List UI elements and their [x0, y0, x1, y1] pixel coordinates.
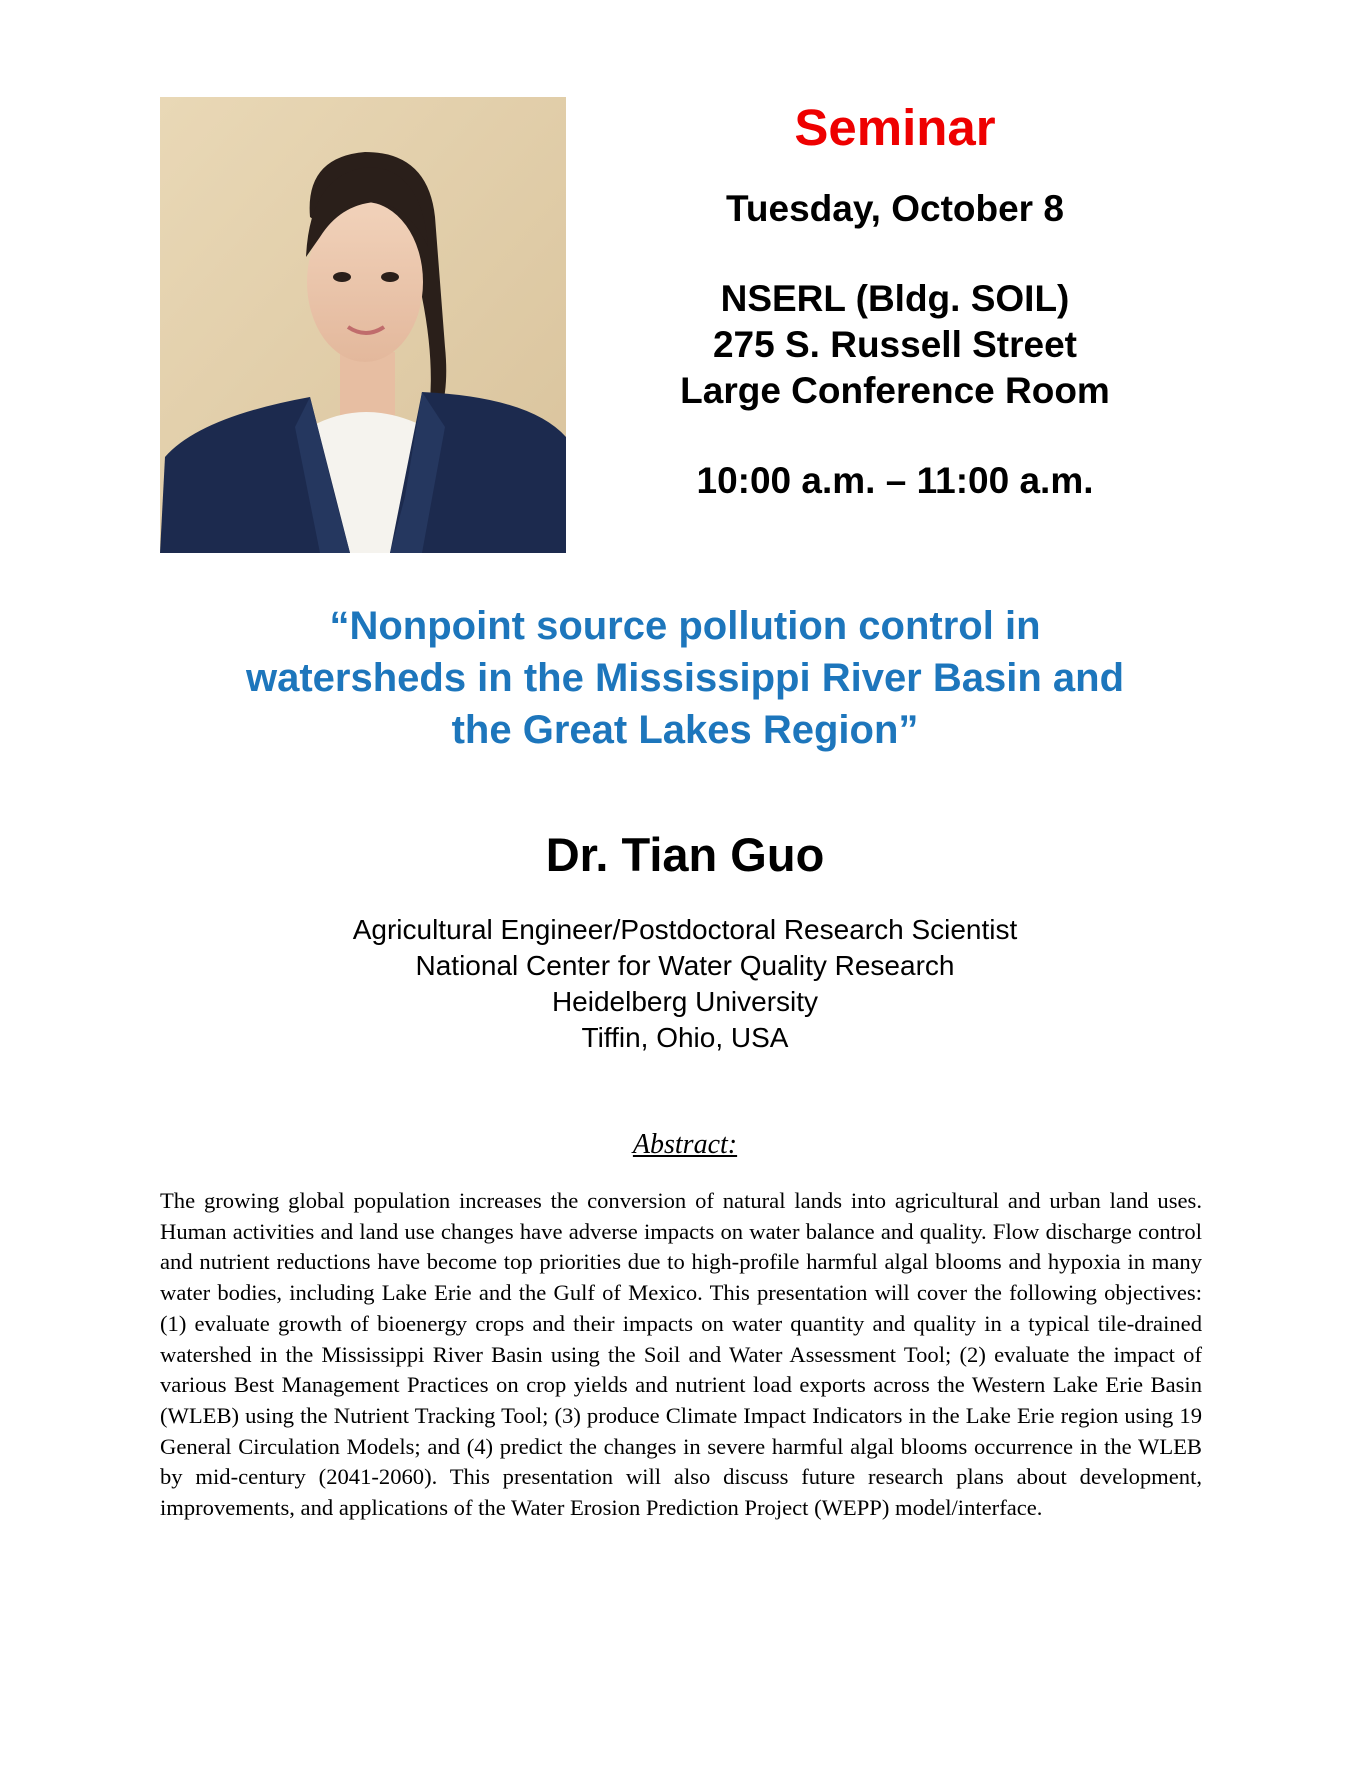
seminar-label: Seminar — [794, 99, 996, 156]
affiliation-city: Tiffin, Ohio, USA — [581, 1022, 789, 1053]
location-street: 275 S. Russell Street — [712, 324, 1078, 365]
affiliation-position: Agricultural Engineer/Postdoctoral Research Scientist — [352, 914, 1018, 945]
event-location — [600, 276, 1190, 414]
speaker-photo — [160, 97, 566, 553]
talk-title-line: “Nonpoint source pollution control in — [329, 604, 1041, 648]
event-date: Tuesday, October 8 — [726, 188, 1064, 229]
location-building: NSERL (Bldg. SOIL) — [720, 278, 1070, 319]
speaker-name: Dr. Tian Guo — [545, 828, 825, 881]
abstract-heading: Abstract: — [632, 1129, 738, 1160]
event-time: 10:00 a.m. – 11:00 a.m. — [696, 460, 1094, 501]
talk-title — [100, 600, 1270, 756]
talk-title-line: watersheds in the Mississippi River Basin and — [245, 656, 1125, 700]
affiliation-university: Heidelberg University — [551, 986, 819, 1017]
event-info — [600, 94, 1190, 504]
speaker-portrait-icon — [160, 97, 566, 553]
location-room: Large Conference Room — [680, 370, 1110, 411]
speaker-affiliation — [100, 912, 1270, 1056]
affiliation-center: National Center for Water Quality Research — [415, 950, 955, 981]
talk-title-line: the Great Lakes Region” — [451, 708, 919, 752]
abstract-body: The growing global population increases the conversion of natural lands into agricultural and urban land uses. Human activities and land use changes have adverse impacts on water balance and quality. Flow discharge control and nutrient reductions have become top priorities due to high-profile harmful algal blooms and hypoxia in many water bodies, including Lake Erie and the Gulf of Mexico. This presentation will cover the following objectives: (1) evaluate growth of bioenergy crops and their impacts on water quantity and quality in a typical tile-drained watershed in the Mississippi River Basin using the Soil and Water Assessment Tool; (2) evaluate the impact of various Best Management Practices on crop yields and nutrient load exports across the Western Lake Erie Basin (WLEB) using the Nutrient Tracking Tool; (3) produce Climate Impact Indicators in the Lake Erie region using 19 General Circulation Models; and (4) predict the changes in severe harmful algal blooms occurrence in the WLEB by mid-century (2041-2060). This presentation will also discuss future research plans about development, improvements, and applications of the Water Erosion Prediction Project (WEPP) model/interface. — [160, 1188, 1202, 1521]
